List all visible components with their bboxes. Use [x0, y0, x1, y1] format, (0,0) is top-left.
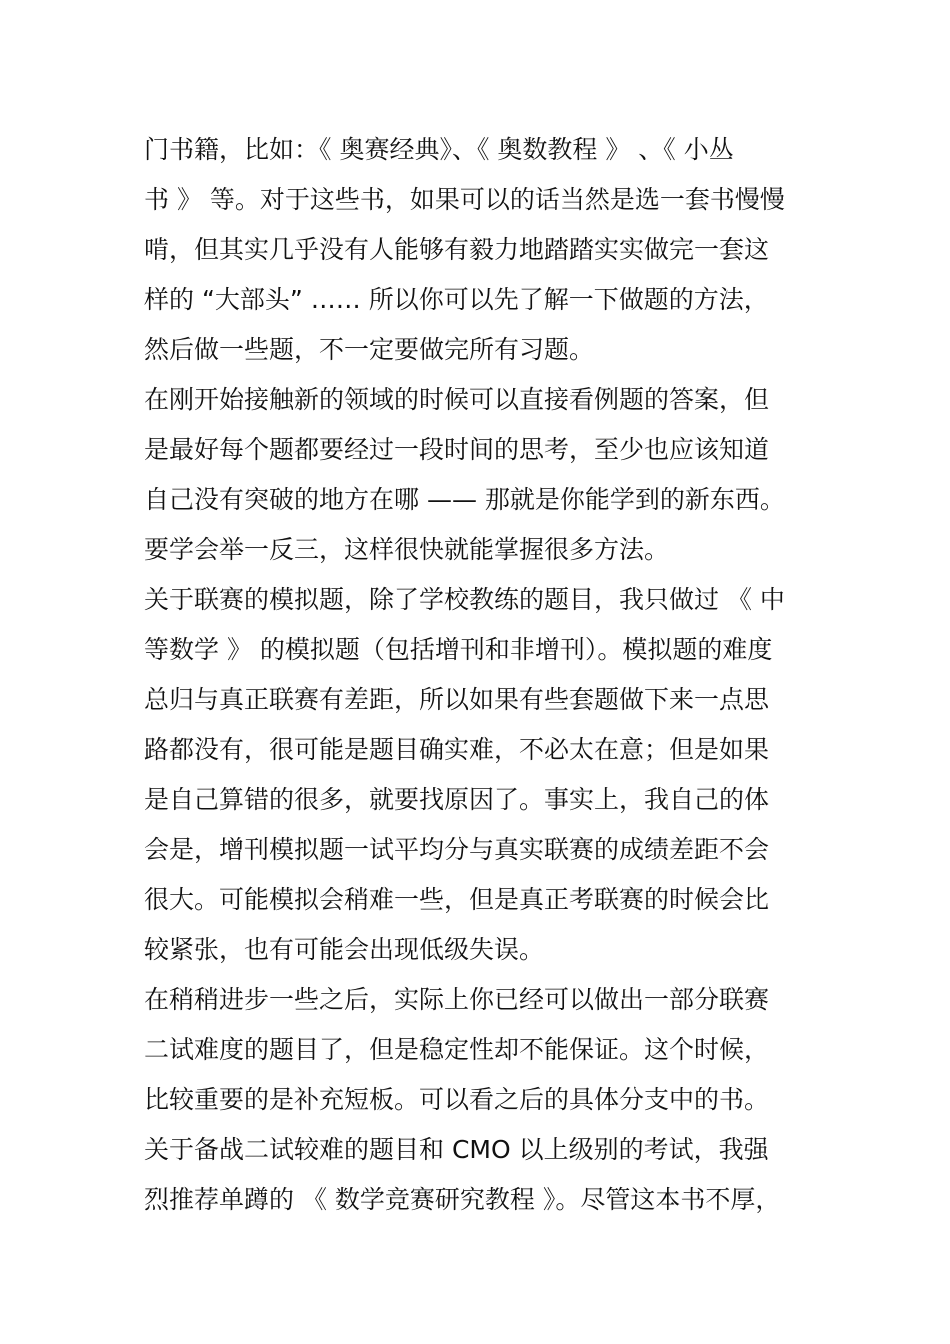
text-line: 自己没有突破的地方在哪 —— 那就是你能学到的新东西。	[144, 485, 785, 514]
text-line: 较紧张，也有可能会出现低级失误。	[144, 935, 545, 964]
text-line: 书 》 等。对于这些书，如果可以的话当然是选一套书慢慢	[144, 185, 785, 214]
paragraph	[144, 125, 824, 375]
text-line: 会是，增刊模拟题一试平均分与真实联赛的成绩差距不会	[144, 835, 770, 864]
text-line: 啃，但其实几乎没有人能够有毅力地踏踏实实做完一套这	[144, 235, 770, 264]
text-line: 然后做一些题，不一定要做完所有习题。	[144, 335, 595, 364]
text-line: 关于联赛的模拟题，除了学校教练的题目，我只做过 《 中	[144, 585, 785, 614]
paragraph	[144, 1125, 824, 1225]
text-line: 在稍稍进步一些之后，实际上你已经可以做出一部分联赛	[144, 985, 770, 1014]
text-line: 门书籍，比如：《 奥赛经典》、《 奥数教程 》 、《 小丛	[144, 135, 734, 164]
text-line: 是自己算错的很多，就要找原因了。事实上，我自己的体	[144, 785, 770, 814]
text-line: 烈推荐单蹲的 《 数学竞赛研究教程 》。尽管这本书不厚，	[144, 1185, 781, 1214]
text-line: 总归与真正联赛有差距，所以如果有些套题做下来一点思	[144, 685, 770, 714]
text-column	[144, 125, 824, 1225]
text-line: 在刚开始接触新的领域的时候可以直接看例题的答案，但	[144, 385, 770, 414]
text-line: 等数学 》 的模拟题（包括增刊和非增刊）。模拟题的难度	[144, 635, 773, 664]
text-line: 路都没有，很可能是题目确实难，不必太在意；但是如果	[144, 735, 770, 764]
paragraph	[144, 575, 824, 975]
paragraph	[144, 375, 824, 575]
text-line: 是最好每个题都要经过一段时间的思考，至少也应该知道	[144, 435, 770, 464]
text-line: 样的 “大部头” …… 所以你可以先了解一下做题的方法，	[144, 285, 769, 314]
text-line: 二试难度的题目了，但是稳定性却不能保证。这个时候，	[144, 1035, 770, 1064]
text-line: 关于备战二试较难的题目和 CMO 以上级别的考试，我强	[144, 1135, 769, 1164]
paragraph	[144, 975, 824, 1125]
text-line: 很大。可能模拟会稍难一些，但是真正考联赛的时候会比	[144, 885, 770, 914]
text-line: 比较重要的是补充短板。可以看之后的具体分支中的书。	[144, 1085, 770, 1114]
text-line: 要学会举一反三，这样很快就能掌握很多方法。	[144, 535, 670, 564]
